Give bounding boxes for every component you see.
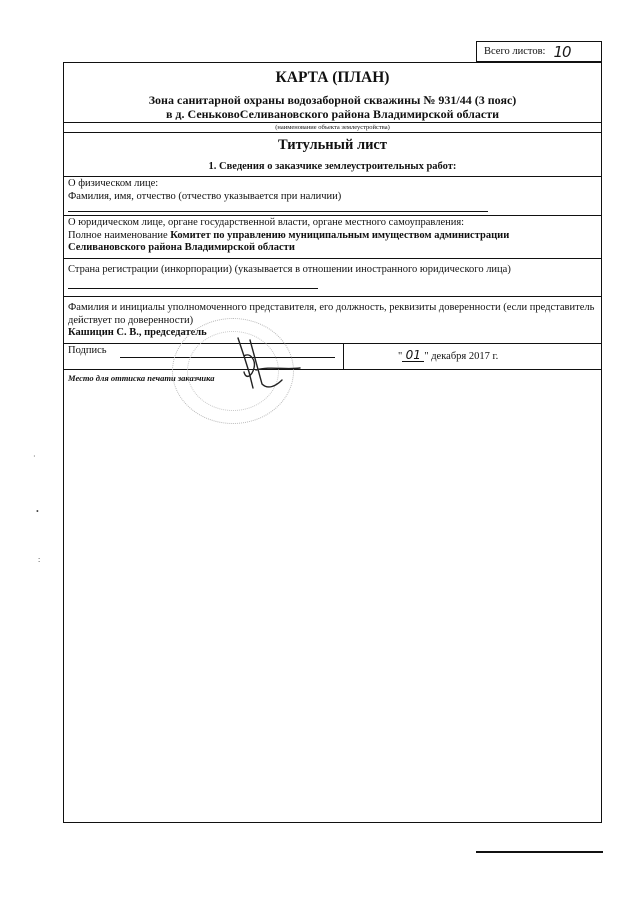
total-sheets-label: Всего листов: (484, 46, 546, 57)
legal-name-value-2: Селивановского района Владимирской области (68, 242, 295, 253)
scan-mark: · (33, 452, 36, 461)
individual-heading: О физическом лице: (68, 178, 159, 189)
country-label: Страна регистрации (инкорпорации) (указывается в отношении иностранного юридического лица) (68, 263, 511, 275)
object-name-caption: (наименование объекта землеустройства) (275, 124, 390, 131)
bottom-rule (476, 851, 603, 853)
object-name-line-2: в д. СеньковоСеливановского района Владимирской области (165, 107, 500, 121)
object-name-line-1: Зона санитарной охраны водозаборной скважины № 931/44 (3 пояс) (148, 93, 517, 107)
scan-mark: • (36, 507, 39, 516)
individual-fio-label: Фамилия, имя, отчество (отчество указывается при наличии) (68, 190, 342, 202)
date-day: 01 (402, 350, 424, 362)
section-title: Титульный лист (278, 137, 387, 153)
document-title: КАРТА (ПЛАН) (275, 69, 390, 86)
legal-name-label: Полное наименование (68, 229, 168, 241)
representative-value: Кашицин С. В., председатель (68, 327, 207, 338)
total-sheets-value: 10 (553, 42, 571, 61)
legal-name-value-1: Комитет по управлению муниципальным имуществом администрации (170, 229, 510, 241)
signature-label: Подпись (68, 344, 107, 356)
representative-label: Фамилия и инициалы уполномоченного представителя, его должность, реквизиты доверенности (если представитель действует по доверенности) (68, 302, 595, 326)
scan-mark: : (38, 555, 41, 564)
stamp-place-label: Место для оттиска печати заказчика (68, 372, 215, 383)
legal-heading: О юридическом лице, органе государственной власти, органе местного самоуправления: (68, 217, 465, 228)
date-quote-open: " (398, 350, 403, 362)
date-quote-close: " (424, 350, 429, 362)
section-subtitle: 1. Сведения о заказчике землеустроительных работ: (208, 161, 457, 172)
date-month-year: декабря 2017 г. (431, 350, 499, 362)
